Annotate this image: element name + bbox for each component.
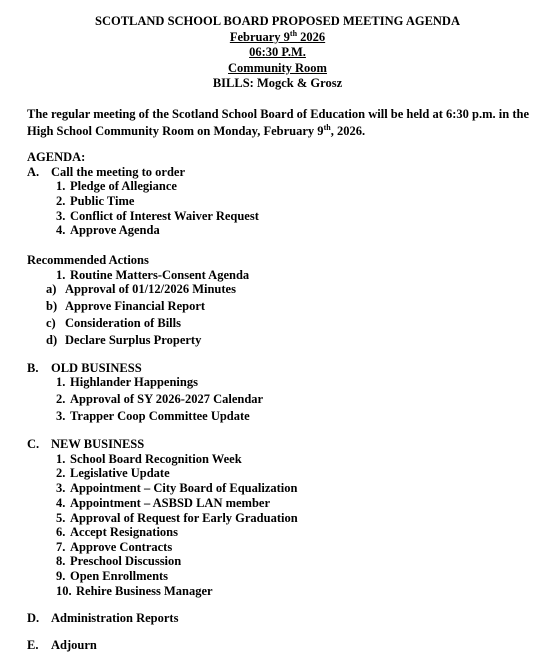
section-b-letter: B. (27, 361, 39, 375)
list-item (56, 179, 177, 194)
section-a-letter: A. (27, 165, 40, 179)
list-item-label: Rehire Business Manager (76, 584, 213, 598)
meeting-time: 06:30 P.M. (249, 45, 306, 59)
list-item-number: 4. (56, 496, 66, 510)
list-item-label: Highlander Happenings (70, 375, 198, 389)
sub-item (46, 316, 181, 331)
list-item-number: 2. (56, 466, 66, 480)
sub-item-letter: a) (46, 282, 57, 296)
agenda-header (0, 14, 555, 92)
intro-date-suffix: th (323, 122, 331, 132)
meeting-date-main: February 9 (229, 29, 290, 44)
list-item-number: 6. (56, 525, 66, 539)
list-item-number: 1. (56, 375, 66, 389)
section-c-letter: C. (27, 437, 40, 451)
meeting-location: Community Room (228, 60, 327, 75)
sub-item (46, 282, 236, 297)
sub-item (46, 333, 201, 348)
list-item-number: 1. (56, 452, 66, 466)
section-a (27, 165, 185, 180)
list-item-label: Approve Agenda (70, 223, 160, 237)
list-item-label: Legislative Update (70, 466, 170, 480)
list-item (56, 375, 198, 390)
list-item-label: Conflict of Interest Waiver Request (70, 209, 259, 223)
list-item (56, 223, 160, 238)
list-item-number: 1. (56, 179, 66, 193)
document-title: SCOTLAND SCHOOL BOARD PROPOSED MEETING AGENDA (95, 14, 460, 28)
recommended-actions-heading: Recommended Actions (27, 253, 149, 267)
section-e-title: Adjourn (51, 638, 97, 652)
list-item-number: 7. (56, 540, 66, 554)
list-item-label: Preschool Discussion (70, 554, 182, 568)
list-item-label: Appointment – City Board of Equalization (70, 481, 298, 495)
section-e (27, 638, 97, 653)
list-item-label: Approval of Request for Early Graduation (70, 511, 298, 525)
list-item (56, 584, 213, 599)
sub-item (46, 299, 205, 314)
sub-item-letter: b) (46, 299, 58, 313)
list-item (56, 496, 270, 511)
list-item-number: 1. (56, 268, 66, 282)
section-c-title: NEW BUSINESS (51, 437, 145, 451)
list-item (56, 569, 168, 584)
list-item (56, 409, 250, 424)
list-item-label: Accept Resignations (70, 525, 178, 539)
agenda-heading: AGENDA: (27, 150, 86, 164)
list-item (56, 525, 178, 540)
section-d-letter: D. (27, 611, 40, 625)
meeting-date-year: 2026 (297, 29, 326, 44)
list-item-number: 3. (56, 209, 66, 223)
list-item-label: Pledge of Allegiance (70, 179, 177, 193)
list-item (56, 268, 249, 283)
list-item (56, 540, 172, 555)
section-b-title: OLD BUSINESS (51, 361, 142, 375)
list-item (56, 392, 263, 407)
list-item (56, 466, 170, 481)
bills-line: BILLS: Mogck & Grosz (212, 76, 343, 90)
intro-text-end: , 2026. (330, 124, 366, 138)
sub-item-label: Approve Financial Report (65, 299, 206, 313)
section-d (27, 611, 178, 626)
list-item-label: Open Enrollments (70, 569, 169, 583)
list-item-number: 3. (56, 481, 66, 495)
sub-item-label: Consideration of Bills (65, 316, 181, 330)
meeting-date (0, 30, 555, 46)
section-a-title: Call the meeting to order (51, 165, 185, 179)
sub-item-letter: c) (46, 316, 56, 330)
list-item-label: School Board Recognition Week (70, 452, 242, 466)
list-item (56, 452, 242, 467)
list-item (56, 511, 298, 526)
list-item-label: Appointment – ASBSD LAN member (70, 496, 271, 510)
list-item-label: Public Time (70, 194, 135, 208)
list-item-label: Approval of SY 2026-2027 Calendar (70, 392, 264, 406)
intro-paragraph (27, 106, 547, 140)
list-item (56, 481, 297, 496)
list-item-label: Routine Matters-Consent Agenda (70, 268, 250, 282)
list-item (56, 194, 134, 209)
list-item-number: 9. (56, 569, 66, 583)
sub-item-label: Approval of 01/12/2026 Minutes (65, 282, 236, 296)
list-item-label: Trapper Coop Committee Update (70, 409, 250, 423)
list-item-number: 3. (56, 409, 66, 423)
list-item-number: 2. (56, 194, 66, 208)
section-c (27, 437, 144, 452)
sub-item-letter: d) (46, 333, 58, 347)
list-item-number: 8. (56, 554, 66, 568)
section-d-title: Administration Reports (51, 611, 179, 625)
section-b (27, 361, 142, 376)
section-e-letter: E. (27, 638, 39, 652)
list-item-label: Approve Contracts (70, 540, 173, 554)
list-item-number: 2. (56, 392, 66, 406)
list-item (56, 209, 259, 224)
list-item-number: 5. (56, 511, 66, 525)
sub-item-label: Declare Surplus Property (65, 333, 202, 347)
list-item-number: 10. (56, 584, 72, 598)
list-item-number: 4. (56, 223, 66, 237)
meeting-date-suffix: th (289, 28, 298, 38)
list-item (56, 554, 181, 569)
intro-text: The regular meeting of the Scotland School Board of Education will be held at 6:30 p.m. in the High School Community Room on Monday, February 9 (27, 107, 529, 138)
